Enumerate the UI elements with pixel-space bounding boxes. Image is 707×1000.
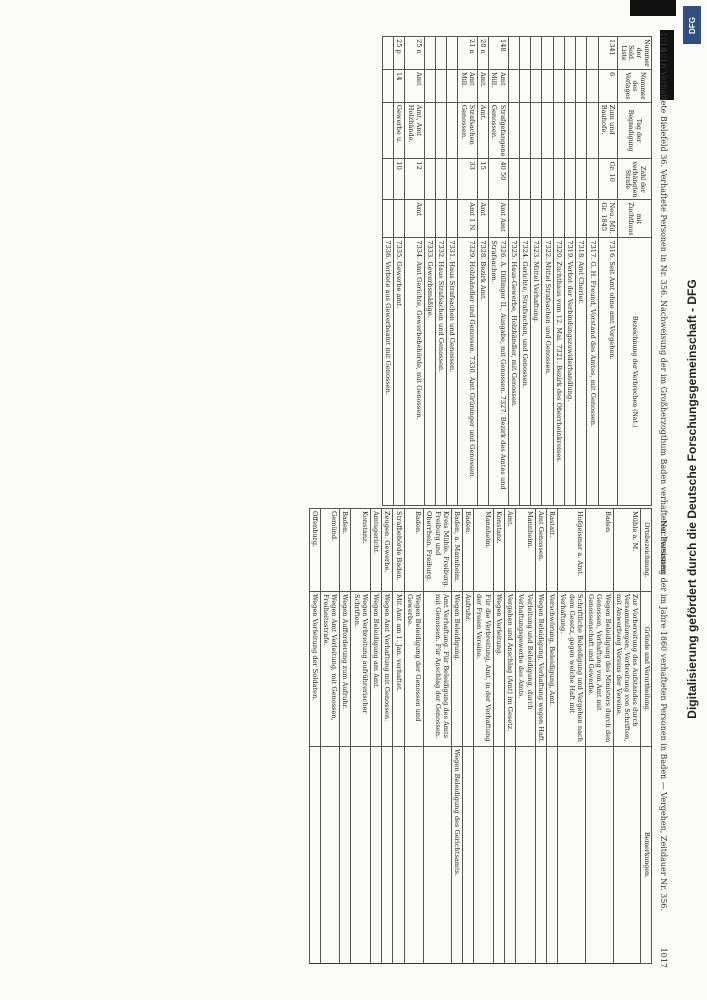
cell-tag: [553, 102, 564, 159]
cell-ort: Offenburg.: [309, 509, 320, 592]
cell-ort: Baden.: [339, 509, 350, 592]
cell-stufe: [435, 200, 446, 238]
cell-tag: [564, 102, 575, 159]
cell-ort: Mannheim.: [473, 509, 492, 592]
cell-bemerkungen: [404, 747, 423, 964]
cell-vorlage: [564, 70, 575, 103]
cell-tag: [424, 102, 435, 159]
right-table-body: [309, 509, 641, 964]
cell-verbrechen: 7333. Gewerbsmäßige.: [424, 238, 435, 506]
cell-zahl: [564, 159, 575, 200]
cell-tag: Zum und Bauhofe.: [598, 102, 617, 159]
cell-verbrechen: 7323. Mittel Verhaftung.: [530, 238, 541, 506]
dfg-logo: DFG: [683, 6, 701, 44]
left-table-body: [382, 37, 617, 506]
cell-gruende: Wegen Amt Verhaftung mit Genossen.: [381, 592, 392, 747]
cell-tag: Gewerbe u.: [393, 102, 404, 159]
cell-bemerkungen: [381, 747, 392, 964]
cell-zahl: [530, 159, 541, 200]
cell-gruende: Mit Amt am 1. Jan. verhaftet.: [392, 592, 403, 747]
cell-ort: Amt Genossen.: [535, 509, 546, 592]
cell-zahl: 33: [457, 159, 476, 200]
cell-gruende: Wegen Beleidigung des Ministers durch den Genossen, Verhaftung von Amt mit Genossenschaft und Gewerbe.: [585, 592, 613, 747]
cell-verbrechen: 7319. Verbot der Verbindungszuwiderhandlung.: [564, 238, 575, 506]
cell-ort: Hofgeismar a. Amt.: [557, 509, 585, 592]
table-row: [473, 509, 492, 964]
cell-gruende: Verschwörung, Beleidigung, Amt.: [546, 592, 557, 747]
cell-stufe: Amt: [404, 200, 423, 238]
table-row: [493, 509, 504, 964]
cell-zahl: [519, 159, 530, 200]
cell-bemerkungen: [613, 747, 641, 964]
cell-verbrechen: 7318. Amt Cherier.: [575, 238, 586, 506]
table-row: [370, 509, 381, 964]
cell-bemerkungen: [370, 747, 381, 964]
cell-vorlage: [541, 70, 552, 103]
cell-nummer: [424, 37, 435, 70]
table-row: [477, 37, 488, 506]
col-verbrechen: Bezeichnung der Verbrechen (Nat.): [617, 238, 651, 506]
cell-gruende: Zur Vorbereitung des Aufstandes durch Versammlungen, Verbreitung von Schriften, mit Anwerbung Vereins der Vereine.: [613, 592, 641, 747]
left-table-header: [617, 37, 651, 506]
cell-nummer: [382, 37, 393, 70]
cell-verbrechen: 7334. Amt Gerichte, Gewerbebehörde, mit Genossen.: [404, 238, 423, 506]
scan-edge-shadow: [630, 0, 676, 16]
cell-zahl: [553, 159, 564, 200]
cell-ort: Kreis Mühle. Freiburg. Freiburg und Oberrhein. Freiburg.: [423, 509, 451, 592]
cell-bemerkungen: [504, 747, 515, 964]
cell-verbrechen: 7324. Gerichte, Strafsachen, und Genossen.: [519, 238, 530, 506]
table-row: [504, 509, 515, 964]
cell-zahl: [541, 159, 552, 200]
cell-ort: Mühle a. M.: [613, 509, 641, 592]
cell-nummer: 1341: [598, 37, 617, 70]
col-stufe: mit Zuchthaus: [617, 200, 651, 238]
cell-stufe: [530, 200, 541, 238]
cell-verbrechen: 7329. Holzhändler und Genossen. 7330. Amt Grüninger und Genossen.: [457, 238, 476, 506]
col-zahl: Zahl der verhängten Strafe: [617, 159, 651, 200]
cell-nummer: [553, 37, 564, 70]
table-row: [404, 37, 423, 506]
cell-bemerkungen: [309, 747, 320, 964]
table-row: [435, 37, 446, 506]
cell-nummer: 25 p: [393, 37, 404, 70]
cell-tag: [519, 102, 530, 159]
table-row: [613, 509, 641, 964]
cell-bemerkungen: Wegen Beleidigung des Gerichtsamts.: [451, 747, 462, 964]
table-row: [451, 509, 462, 964]
cell-vorlage: [586, 70, 597, 103]
cell-ort: Gemünd.: [320, 509, 339, 592]
cell-verbrechen: 7325. Haus-Gewerbe, Holzhändler, mit Genossen.: [508, 238, 519, 506]
cell-ort: Konstanz.: [350, 509, 369, 592]
cell-stufe: [508, 200, 519, 238]
cell-gruende: Wegen Verleitung.: [493, 592, 504, 747]
table-row: [381, 509, 392, 964]
cell-nummer: [435, 37, 446, 70]
table-row: [309, 509, 320, 964]
cell-zahl: 12: [404, 159, 423, 200]
dfg-credit-text: Digitalisierung gefördert durch die Deutsche Forschungsgemeinschaft - DFG: [685, 279, 699, 719]
cell-gruende: Wegen Beleidigung.: [451, 592, 462, 747]
cell-bemerkungen: [423, 747, 451, 964]
cell-zahl: [586, 159, 597, 200]
cell-stufe: [382, 200, 393, 238]
table-row: [557, 509, 585, 964]
cell-ort: Baden.: [462, 509, 473, 592]
table-row: [446, 37, 457, 506]
cell-stufe: [541, 200, 552, 238]
cell-nummer: [575, 37, 586, 70]
cell-nummer: [446, 37, 457, 70]
cell-ort: Mannheim.: [515, 509, 534, 592]
cell-ort: Amtsgericht.: [370, 509, 381, 592]
cell-stufe: [446, 200, 457, 238]
cell-vorlage: [530, 70, 541, 103]
table-row: [320, 509, 339, 964]
cell-bemerkungen: [535, 747, 546, 964]
cell-nummer: 148: [488, 37, 507, 70]
cell-vorlage: 6: [598, 70, 617, 103]
table-row: [575, 37, 586, 506]
right-table: [308, 508, 651, 964]
table-row: [541, 37, 552, 506]
right-table-header: [640, 509, 651, 964]
cell-tag: Strafsachen Genossen.: [457, 102, 476, 159]
cell-nummer: [541, 37, 552, 70]
cell-stufe: [575, 200, 586, 238]
cell-tag: Amt, Amt Holzhände.: [404, 102, 423, 159]
cell-tag: [541, 102, 552, 159]
cell-verbrechen: 7322. Mittel Strafsachen und Genossen.: [541, 238, 552, 506]
cell-ort: Baden, a. Mannheim.: [451, 509, 462, 592]
col-tag: Tag der Begnadigung: [617, 102, 651, 159]
cell-verbrechen: 7316. Seit Amt ohne amt Vorgehen.: [598, 238, 617, 506]
cell-tag: [575, 102, 586, 159]
cell-gruende: Wegen Beleidigung am Amt.: [370, 592, 381, 747]
left-table: [381, 36, 651, 506]
cell-verbrechen: 7317. G. H. Freund, Vorstand des Amtes, mit Genossen.: [586, 238, 597, 506]
cell-bemerkungen: [473, 747, 492, 964]
cell-tag: Strafgefangene Genossen.: [488, 102, 507, 159]
cell-stufe: [424, 200, 435, 238]
cell-vorlage: [424, 70, 435, 103]
cell-nummer: [508, 37, 519, 70]
cell-bemerkungen: [339, 747, 350, 964]
table-row: [393, 37, 404, 506]
cell-nummer: [564, 37, 575, 70]
rotated-spread: [34, 30, 674, 970]
cell-nummer: 25 n: [404, 37, 423, 70]
table-row: [339, 509, 350, 964]
cell-verbrechen: 7326. A. Dillinger II., Ausgabe, mit Genossen. 7327. Bezirk des Amtes und Strafsachen.: [488, 238, 507, 506]
cell-zahl: 40 50: [488, 159, 507, 200]
cell-vorlage: Amt Mill.: [488, 70, 507, 103]
table-row: [457, 37, 476, 506]
cell-vorlage: Amt Mill.: [457, 70, 476, 103]
cell-vorlage: 14: [393, 70, 404, 103]
cell-ort: Baden: [585, 509, 613, 592]
cell-bemerkungen: [350, 747, 369, 964]
cell-nummer: 20 n: [477, 37, 488, 70]
cell-ort: Konstanz.: [493, 509, 504, 592]
page-number-right: 1017: [658, 947, 668, 968]
cell-vorlage: [575, 70, 586, 103]
table-row: [404, 509, 423, 964]
cell-nummer: [586, 37, 597, 70]
col-bemerkungen: Bemerkungen.: [640, 747, 651, 964]
table-row: [382, 37, 393, 506]
cell-bemerkungen: [546, 747, 557, 964]
cell-bemerkungen: [462, 747, 473, 964]
table-row: [515, 509, 534, 964]
cell-bemerkungen: [515, 747, 534, 964]
table-row: [586, 37, 597, 506]
cell-zahl: Gr. 10: [598, 159, 617, 200]
cell-vorlage: [508, 70, 519, 103]
cell-zahl: [575, 159, 586, 200]
col-gruende: Gründe und Verurtheilung.: [640, 592, 651, 747]
cell-tag: [435, 102, 446, 159]
cell-ort: Zeugen. Gewerbe.: [381, 509, 392, 592]
cell-ort: Baden.: [404, 509, 423, 592]
dfg-side-strip: [677, 0, 707, 1000]
cell-zahl: [424, 159, 435, 200]
cell-stufe: [553, 200, 564, 238]
cell-tag: [586, 102, 597, 159]
table-row: [585, 509, 613, 964]
cell-stufe: [393, 200, 404, 238]
cell-stufe: Neu. Mil. Gr. 1845: [598, 200, 617, 238]
cell-tag: [446, 102, 457, 159]
cell-gruende: Wegen Verleitung der Soldaten.: [309, 592, 320, 747]
cell-verbrechen: 7320. Zuchthaus vom 12. Mai. 7321. Bezirk des Oberrheinkreises.: [553, 238, 564, 506]
cell-vorlage: [382, 70, 393, 103]
cell-verbrechen: 7336. Verbote aus Gewerbsamt mit Genossen.: [382, 238, 393, 506]
cell-bemerkungen: [392, 747, 403, 964]
left-page-header: 1016 Verhaftete Bielefeld 36. Verhaftete Personen in Nr. 356. Nachweisung der im Großherzogthum Baden verhafteten Personen: [658, 48, 668, 574]
cell-gruende: Wegen Verbreitung aufrührerischer Schriften.: [350, 592, 369, 747]
cell-bemerkungen: [585, 747, 613, 964]
col-ort: Ortsbezeichnung.: [640, 509, 651, 592]
cell-verbrechen: 7331. Haus Strafsachen und Genossen.: [446, 238, 457, 506]
cell-nummer: 21 n: [457, 37, 476, 70]
cell-ort: Strafbehörde Baden.: [392, 509, 403, 592]
cell-stufe: [586, 200, 597, 238]
cell-stufe: Amt Amt: [488, 200, 507, 238]
cell-nummer: [530, 37, 541, 70]
cell-vorlage: [435, 70, 446, 103]
cell-stufe: Amt: [477, 200, 488, 238]
cell-gruende: Aufruhr.: [462, 592, 473, 747]
cell-gruende: Vergehen und Anschlag (Amt) im Gesetz.: [504, 592, 515, 747]
cell-tag: [382, 102, 393, 159]
col-vorlage: Nummer des Vorlages: [617, 70, 651, 103]
cell-gruende: Verleitung und Beleidigung, durch Verhaftungsgewerbe des Amts.: [515, 592, 534, 747]
cell-zahl: 15: [477, 159, 488, 200]
table-row: [546, 509, 557, 964]
cell-verbrechen: 7328. Bezirk Amt.: [477, 238, 488, 506]
cell-gruende: Schriftliche Beleidigung und Vergehen nach dem Gesetz, gegen welche Haft mit Verhaftung.: [557, 592, 585, 747]
page-number-left: 1016: [658, 32, 668, 53]
cell-zahl: [382, 159, 393, 200]
cell-ort: Rastatt.: [546, 509, 557, 592]
cell-gruende: Amt Verhaftung. Für Beleidigung des Amts mit Genossen. Für Anschlag der Genossen.: [423, 592, 451, 747]
table-row: [508, 37, 519, 506]
table-row: [424, 37, 435, 506]
table-row: [519, 37, 530, 506]
page-spread: [34, 30, 674, 970]
cell-gruende: Wegen Beleidigung der Genossen und Gewerbe.: [404, 592, 423, 747]
table-row: [535, 509, 546, 964]
cell-gruende: Wegen Beleidigung, Verhaftung wegen Haft.: [535, 592, 546, 747]
table-row: [462, 509, 473, 964]
cell-ort: Amt.: [504, 509, 515, 592]
cell-gruende: Wegen Aufforderung zum Aufruhr.: [339, 592, 350, 747]
cell-zahl: 10: [393, 159, 404, 200]
cell-zahl: [435, 159, 446, 200]
table-row: [564, 37, 575, 506]
cell-vorlage: Amt: [404, 70, 423, 103]
cell-bemerkungen: [493, 747, 504, 964]
cell-gruende: Für die Verbreitung, Amt, in der Verhaftung der Freien Vereine.: [473, 592, 492, 747]
cell-zahl: [446, 159, 457, 200]
cell-tag: Amt.: [477, 102, 488, 159]
cell-vorlage: [446, 70, 457, 103]
table-row: [350, 509, 369, 964]
cell-tag: [530, 102, 541, 159]
cell-verbrechen: 7332. Haus Strafsachen und Genossen.: [435, 238, 446, 506]
cell-nummer: [519, 37, 530, 70]
cell-zahl: [508, 159, 519, 200]
cell-tag: [508, 102, 519, 159]
table-row: [598, 37, 617, 506]
cell-bemerkungen: [320, 747, 339, 964]
cell-gruende: Wegen Amt Verleitung, mit Genossen, Freiheitsstrafe.: [320, 592, 339, 747]
cell-stufe: Amt 1 N.: [457, 200, 476, 238]
cell-vorlage: [519, 70, 530, 103]
table-row: [488, 37, 507, 506]
cell-verbrechen: 7335. Gewerbe amt.: [393, 238, 404, 506]
right-page-header: Nachweisung der im Jahre 1860 verhafteten Personen in Baden — Vergehen, Zeitdauer Nr. 356.: [658, 520, 668, 911]
table-row: [392, 509, 403, 964]
col-nummer: Nummer der Sold. Liste: [617, 37, 651, 70]
cell-vorlage: [553, 70, 564, 103]
cell-stufe: [564, 200, 575, 238]
cell-vorlage: Amt.: [477, 70, 488, 103]
table-row: [530, 37, 541, 506]
table-row: [423, 509, 451, 964]
cell-stufe: [519, 200, 530, 238]
table-row: [553, 37, 564, 506]
cell-bemerkungen: [557, 747, 585, 964]
